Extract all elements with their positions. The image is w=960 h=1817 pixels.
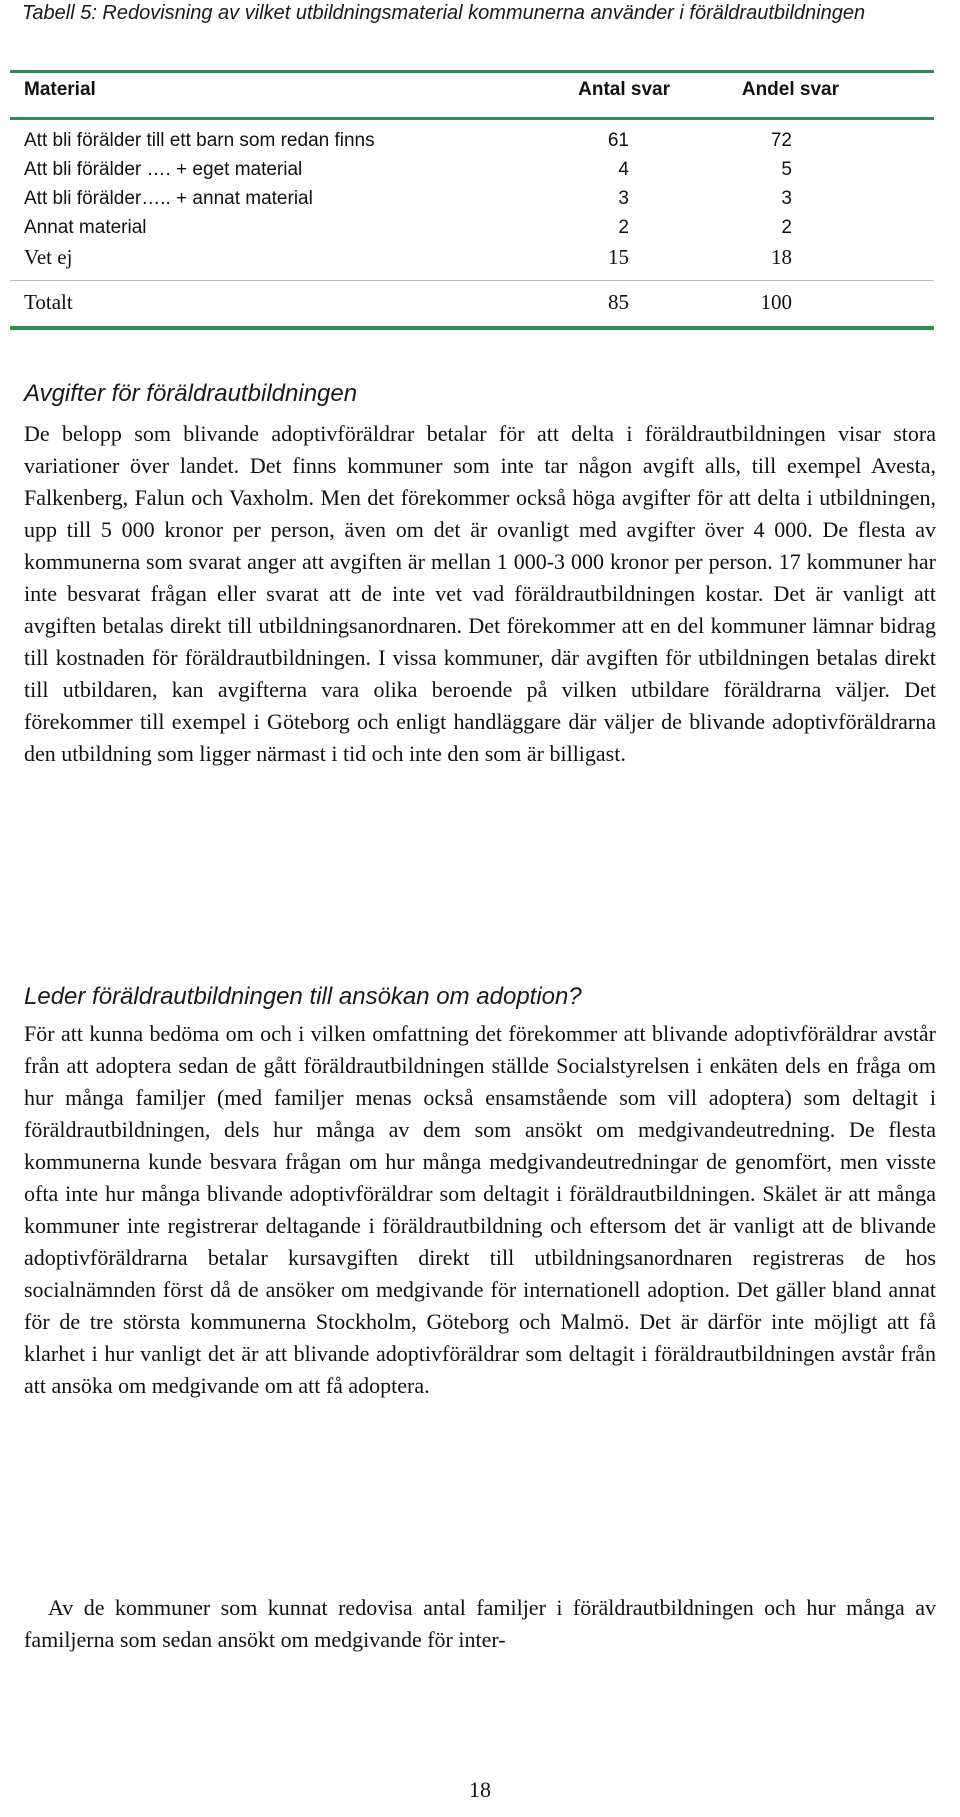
table-header-rule	[10, 117, 934, 120]
cell-total-andel: 100	[760, 290, 792, 314]
cell-material: Att bli förälder till ett barn som redan finns	[24, 130, 375, 151]
header-antal-svar: Antal svar	[578, 79, 670, 100]
section-paragraph-leder-2: Av de kommuner som kunnat redovisa antal familjer i föräldrautbildningen och hur många av familjerna som sedan ansökt om medgivande för inter-	[24, 1595, 936, 1652]
table-row	[10, 245, 934, 279]
table-total-row	[10, 290, 934, 324]
cell-material: Vet ej	[24, 245, 73, 269]
cell-andel: 5	[781, 159, 792, 180]
section-paragraph-leder-1: För att kunna bedöma om och i vilken omfattning det förekommer att blivande adoptivföräldrar avstår från att adoptera sedan de gått föräldrautbildningen ställde Socialstyrelsen i enkäten dels en fråga om hur många familjer (med familjer menas också ensamstående som vill adoptera) som deltagit i föräldrautbildningen, dels hur många av dem som ansökt om medgivandeutredning. De flesta kommunerna kunde besvara frågan om hur många medgivandeutredningar de genomfört, men visste ofta inte hur många blivande adoptivföräldrar som deltagit i föräldrautbildningen. Skälet är att många kommuner inte registrerar deltagande i föräldrautbildning och eftersom det är vanligt att de blivande adoptivföräldrarna betalar kursavgiften direkt till utbildningsanordnaren registreras de hos socialnämnden först då de ansöker om medgivande för internationell adoption. Det gäller bland annat för de tre största kommunerna Stockholm, Göteborg och Malmö. Det är därför inte möjligt att få klarhet i hur vanligt det är att blivande adoptivföräldrar som deltagit i föräldrautbildningen avstår från att ansöka om medgivande om att få adoptera.	[24, 1021, 936, 1398]
cell-total-label: Totalt	[24, 290, 73, 314]
cell-antal: 2	[618, 217, 629, 238]
section-paragraph-avgifter: De belopp som blivande adoptivföräldrar betalar för att delta i föräldrautbildningen visar stora variationer över landet. Det finns kommuner som inte tar någon avgift alls, till exempel Avesta, Falkenberg, Falun och Vaxholm. Men det förekommer också höga avgifter för att delta i utbildningen, upp till 5 000 kronor per person, även om det är ovanligt med avgifter över 4 000. De flesta av kommunerna som svarat anger att avgiften är mellan 1 000-3 000 kronor per person. 17 kommuner har inte besvarat frågan eller svarat att de inte vet vad föräldrautbildningen kostar. Det är vanligt att avgiften betalas direkt till utbildningsanordnaren. Det förekommer att en del kommuner lämnar bidrag till kostnaden för föräldrautbildningen. I vissa kommuner, där avgiften för utbildningen betalas direkt till utbildaren, kan avgifterna vara olika beroende på vilken utbildare föräldrarna väljer. Det förekommer till exempel i Göteborg och enligt handläggare där väljer de blivande adoptivföräldrarna den utbildning som ligger närmast i tid och inte den som är billigast.	[24, 421, 936, 766]
cell-antal: 3	[618, 188, 629, 209]
table-caption: Tabell 5: Redovisning av vilket utbildningsmaterial kommunerna använder i föräldrautbildningen	[22, 2, 866, 24]
section-heading-leder: Leder föräldrautbildningen till ansökan om adoption?	[24, 983, 582, 1010]
cell-antal: 61	[607, 130, 629, 151]
table-header-row	[10, 79, 934, 113]
cell-andel: 3	[781, 188, 792, 209]
cell-andel: 18	[771, 245, 792, 269]
cell-material: Annat material	[24, 217, 147, 238]
table-top-rule	[10, 70, 934, 73]
table-total-rule	[10, 280, 934, 281]
page-number: 18	[469, 1777, 491, 1802]
cell-antal: 4	[618, 159, 629, 180]
cell-antal: 15	[608, 245, 629, 269]
cell-material: Att bli förälder …. + eget material	[24, 159, 303, 180]
header-andel-svar: Andel svar	[741, 79, 839, 100]
cell-material: Att bli förälder….. + annat material	[24, 188, 313, 209]
cell-total-antal: 85	[608, 290, 629, 314]
table-bottom-rule	[10, 326, 934, 330]
cell-andel: 72	[770, 130, 792, 151]
header-material: Material	[24, 79, 96, 100]
cell-andel: 2	[781, 217, 792, 238]
section-heading-avgifter: Avgifter för föräldrautbildningen	[24, 380, 358, 407]
